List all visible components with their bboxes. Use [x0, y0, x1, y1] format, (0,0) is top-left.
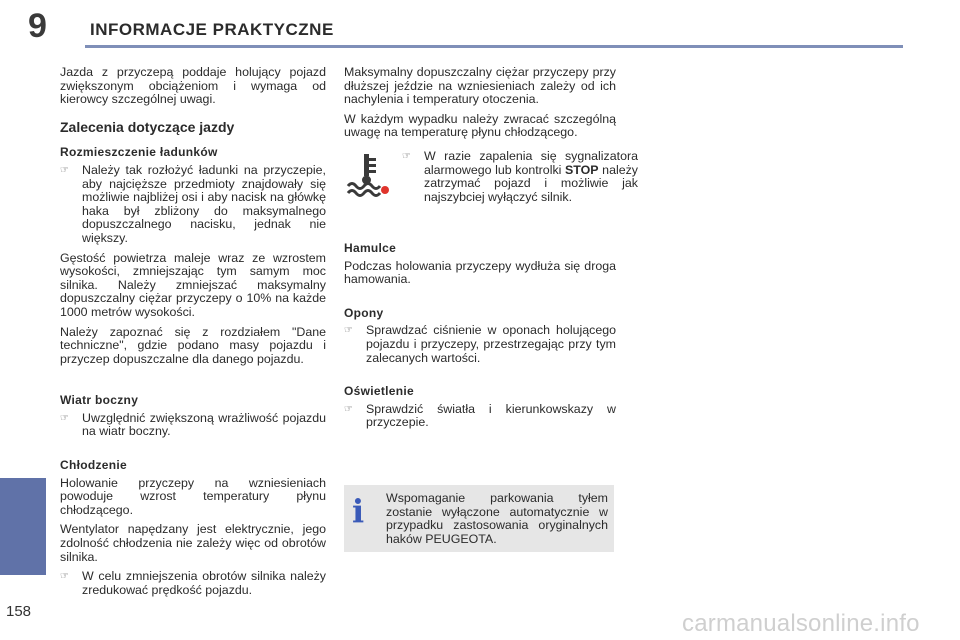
- bullet-hand-icon: ☞: [402, 150, 411, 162]
- lights-heading: Oświetlenie: [344, 384, 414, 399]
- left-column: [60, 66, 326, 603]
- max-weight-paragraph: Maksymalny dopuszczalny ciężar przyczepy przy dłuższej jeździe na wzniesieniach zależy od ich nachylenia i temperatury otoczenia.: [344, 65, 616, 107]
- cooling-paragraph-1: Holowanie przyczepy na wzniesieniach powoduje wzrost temperatury płynu chłodzącego.: [60, 475, 326, 517]
- right-column: [344, 65, 638, 436]
- cooling-heading: Chłodzenie: [60, 458, 128, 473]
- page-title: INFORMACJE PRAKTYCZNE: [90, 20, 334, 39]
- lights-bullet: [344, 403, 616, 430]
- wind-heading: Wiatr boczny: [60, 393, 139, 408]
- bullet-hand-icon: ☞: [60, 412, 69, 424]
- stop-label: STOP: [565, 162, 599, 177]
- cooling-paragraph-2: Wentylator napędzany jest elektrycznie, jego zdolność chłodzenia nie zależy więc od obrotów silnika.: [60, 522, 326, 564]
- brakes-paragraph: Podczas holowania przyczepy wydłuża się droga hamowania.: [344, 258, 616, 287]
- bullet-hand-icon: ☞: [60, 164, 69, 176]
- lights-bullet-text: Sprawdzić światła i kierunkowskazy w przyczepie.: [366, 401, 616, 430]
- info-text: Wspomaganie parkowania tyłem zostanie wyłączone automatycznie w przypadku zastosowania oryginalnych haków PEUGEOTA.: [386, 491, 608, 546]
- brakes-heading: Hamulce: [344, 240, 397, 255]
- info-icon: i: [352, 492, 365, 530]
- tyres-bullet-text: Sprawdzać ciśnienie w oponach holującego pojazdu i przyczepy, przestrzegając przy tym zalecanych wartości.: [366, 323, 616, 365]
- wind-bullet-text: Uwzględnić zwiększoną wrażliwość pojazdu na wiatr boczny.: [82, 410, 326, 439]
- chapter-side-tab: [0, 478, 46, 575]
- cooling-bullet: [60, 570, 326, 597]
- load-bullet-text: Należy tak rozłożyć ładunki na przyczepie, aby najcięższe przedmioty znajdowały się możliwie najbliżej osi i aby nacisk na główkę haka był zbliżony do maksymalnego dopuszczalnego nacisku, jednak nie większy.: [82, 162, 326, 245]
- warning-text-after: należy zatrzymać pojazd i możliwie jak najszybciej wyłączyć silnik.: [424, 162, 638, 204]
- section-heading: Zalecenia dotyczące jazdy: [60, 118, 235, 135]
- intro-paragraph: Jazda z przyczepą poddaje holujący pojazd zwiększonym obciążeniom i wymaga od kierowcy szczególnej uwagi.: [60, 65, 326, 107]
- watermark: carmanualsonline.info: [682, 610, 920, 637]
- load-heading: Rozmieszczenie ładunków: [60, 145, 218, 160]
- bullet-hand-icon: ☞: [60, 571, 69, 583]
- coolant-attention-paragraph: W każdym wypadku należy zwracać szczególną uwagę na temperaturę płynu chłodzącego.: [344, 111, 616, 140]
- info-box: [344, 485, 614, 552]
- coolant-temperature-icon: [344, 150, 392, 198]
- chapter-number: 9: [28, 7, 47, 45]
- tyres-heading: Opony: [344, 305, 384, 320]
- wind-bullet: [60, 412, 326, 439]
- load-bullet: [60, 164, 326, 246]
- warning-block: [344, 148, 638, 232]
- warning-bullet: [402, 150, 638, 204]
- warning-text-before: W razie zapalenia się sygnalizatora alarmowego lub kontrolki: [424, 148, 638, 177]
- page-number: 158: [6, 603, 32, 620]
- tyres-bullet: [344, 324, 616, 365]
- cooling-bullet-text: W celu zmniejszenia obrotów silnika należy zredukować prędkość pojazdu.: [82, 569, 326, 597]
- air-density-paragraph: Gęstość powietrza maleje wraz ze wzrostem wysokości, zmniejszając tym samym moc silnika. Należy zmniejszać maksymalny dopuszczalny ciężar przyczepy o 10% na każde 1000 metrów wysokości.: [60, 250, 326, 319]
- technical-data-paragraph: Należy zapoznać się z rozdziałem "Dane techniczne", gdzie podano masy pojazdu i przyczep dopuszczalne dla danego pojazdu.: [60, 324, 326, 366]
- bullet-hand-icon: ☞: [344, 325, 353, 337]
- title-rule: [85, 45, 903, 48]
- bullet-hand-icon: ☞: [344, 403, 353, 415]
